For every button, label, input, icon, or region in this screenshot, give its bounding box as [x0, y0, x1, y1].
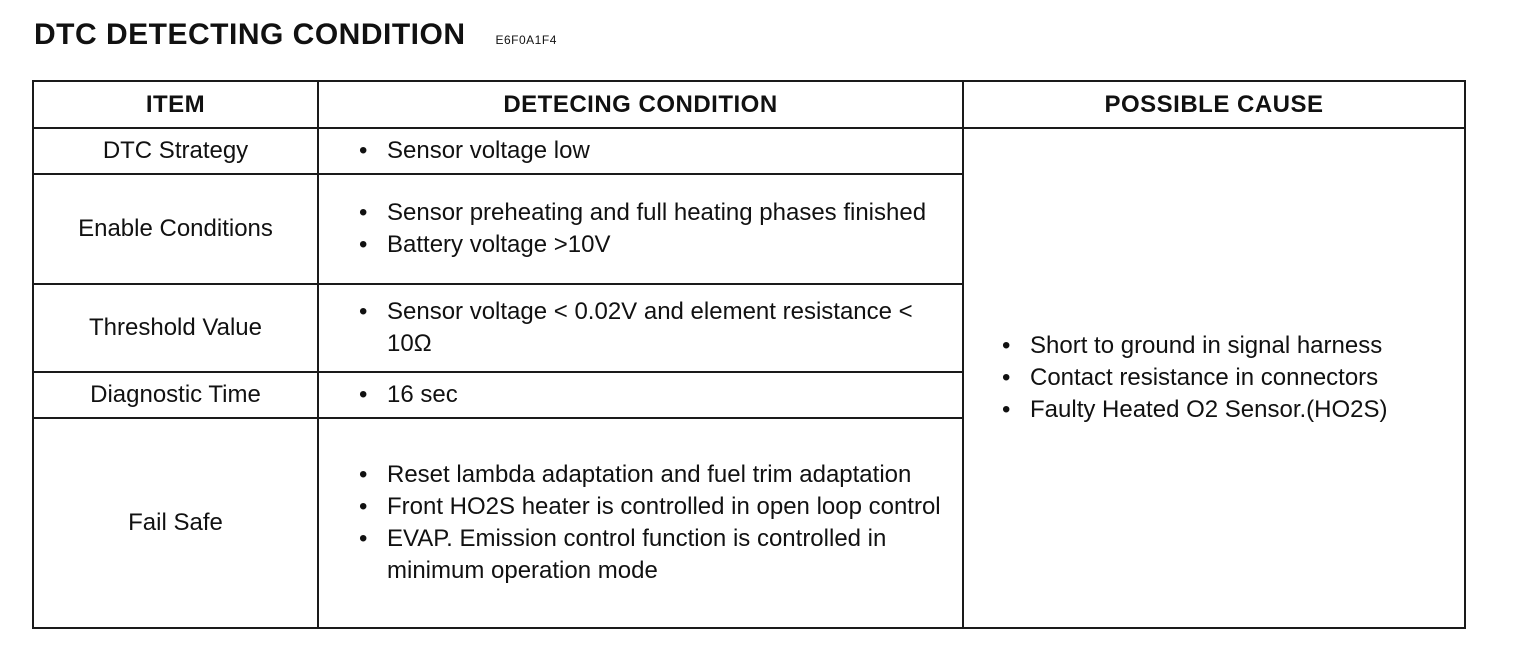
cause-bullet: • Faulty Heated O2 Sensor.(HO2S) — [964, 394, 1464, 426]
condition-bullet: • Sensor preheating and full heating phases finished — [319, 197, 962, 229]
dtc-condition-table — [32, 80, 1466, 629]
condition-bullet: • Front HO2S heater is controlled in open loop control — [319, 491, 962, 523]
column-header-item: ITEM — [33, 81, 318, 128]
cause-bullet: • Contact resistance in connectors — [964, 362, 1464, 394]
item-diagnostic-time: Diagnostic Time — [33, 372, 318, 418]
item-fail-safe: Fail Safe — [33, 418, 318, 628]
condition-cell — [318, 284, 963, 372]
possible-cause-cell — [963, 128, 1465, 628]
condition-cell — [318, 418, 963, 628]
condition-bullet: • Reset lambda adaptation and fuel trim adaptation — [319, 459, 962, 491]
condition-bullet: • 16 sec — [319, 379, 962, 411]
column-header-condition: DETECING CONDITION — [318, 81, 963, 128]
condition-cell — [318, 174, 963, 284]
cause-bullet: • Short to ground in signal harness — [964, 330, 1464, 362]
condition-bullet: • Sensor voltage low — [319, 135, 962, 167]
item-enable-conditions: Enable Conditions — [33, 174, 318, 284]
item-threshold-value: Threshold Value — [33, 284, 318, 372]
condition-cell — [318, 372, 963, 418]
item-dtc-strategy: DTC Strategy — [33, 128, 318, 174]
condition-bullet: • Battery voltage >10V — [319, 229, 962, 261]
column-header-cause: POSSIBLE CAUSE — [963, 81, 1465, 128]
page-header — [34, 18, 557, 52]
condition-bullet: • Sensor voltage < 0.02V and element resistance < 10Ω — [319, 296, 962, 360]
table-row — [33, 128, 1465, 174]
page-title: DTC DETECTING CONDITION — [34, 18, 466, 51]
condition-cell — [318, 128, 963, 174]
document-code: E6F0A1F4 — [495, 33, 557, 47]
table-header-row — [33, 81, 1465, 128]
condition-bullet: • EVAP. Emission control function is controlled in minimum operation mode — [319, 523, 962, 587]
